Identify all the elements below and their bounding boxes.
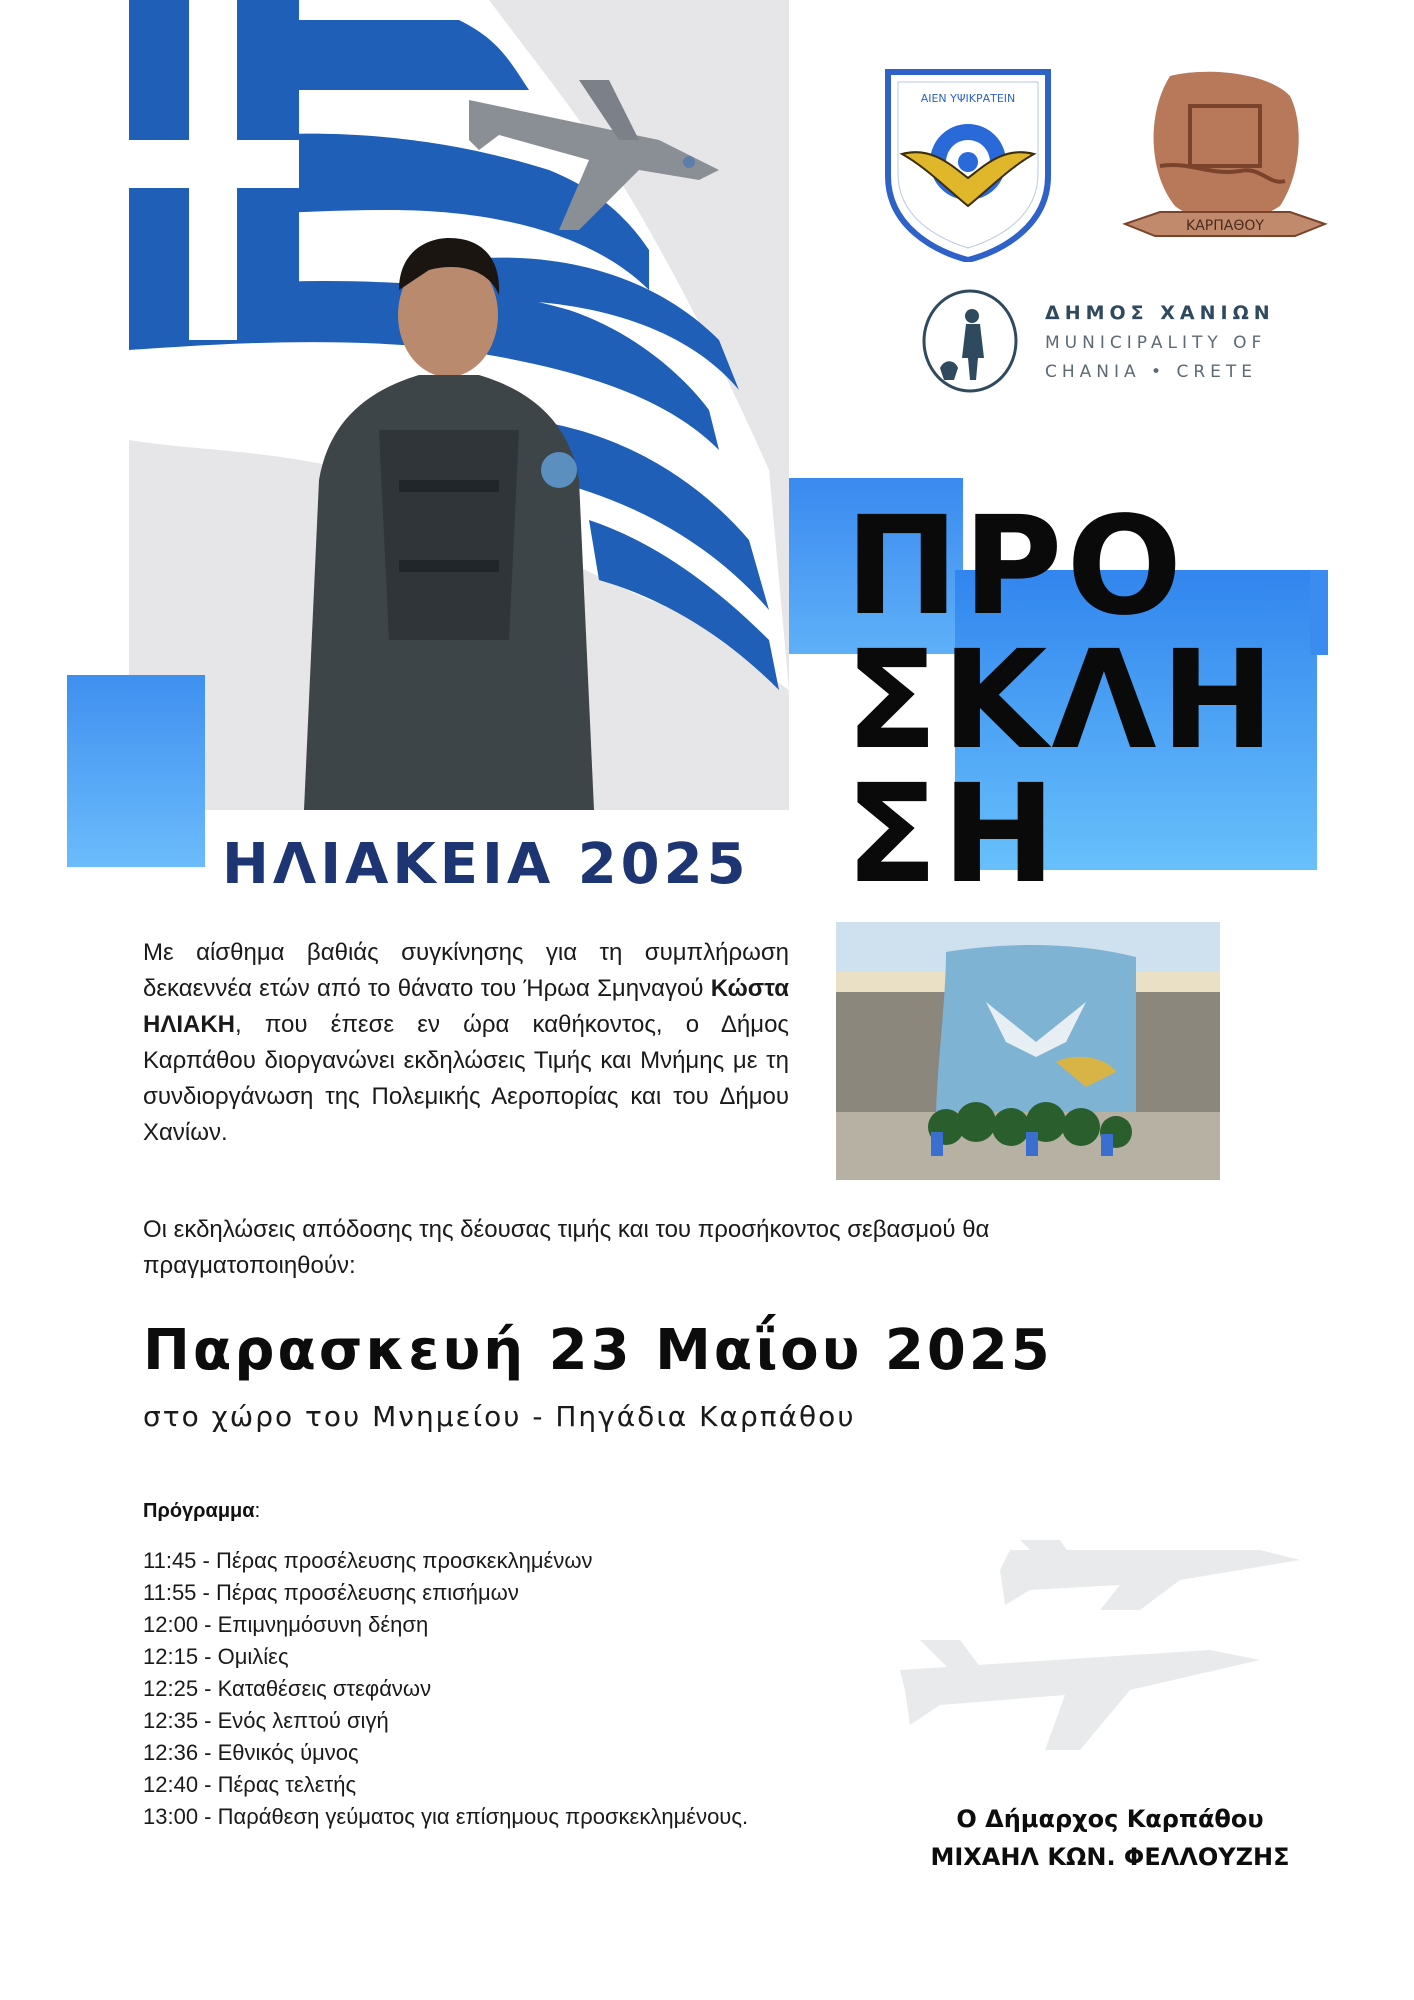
intro-paragraph: [143, 935, 789, 1151]
decor-square: [67, 675, 205, 867]
invitation-title: [845, 488, 1325, 914]
program-label: Πρόγραμμα: [143, 1500, 255, 1522]
chania-subtitle: MUNICIPALITY OF: [1045, 333, 1267, 353]
event-name: ΗΛΙΑΚΕΙΑ 2025: [222, 832, 750, 897]
title-line: ΣΗ: [845, 756, 1060, 914]
list-item: 12:40 - Πέρας τελετής: [143, 1772, 357, 1797]
list-item: 12:35 - Ενός λεπτού σιγή: [143, 1708, 389, 1733]
program-list: [143, 1545, 748, 1833]
air-force-emblem: [882, 66, 1054, 262]
signature-block: [900, 1800, 1320, 1876]
list-item: 12:15 - Ομιλίες: [143, 1644, 289, 1669]
title-line: ΠΡΟ: [845, 488, 1187, 646]
event-date: Παρασκευή 23 Μαΐου 2025: [143, 1318, 1053, 1383]
chania-emblem: [920, 288, 1020, 394]
list-item: 12:36 - Εθνικός ύμνος: [143, 1740, 359, 1765]
events-paragraph: Οι εκδηλώσεις απόδοσης της δέουσας τιμής και του προσήκοντος σεβασμού θα πραγματοποιηθούν:: [143, 1216, 990, 1279]
list-item: 12:25 - Καταθέσεις στεφάνων: [143, 1676, 432, 1701]
list-item: 11:45 - Πέρας προσέλευσης προσκεκλημένων: [143, 1548, 593, 1573]
hero-name: Κώστα ΗΛΙΑΚΗ: [143, 975, 789, 1038]
title-line: ΣΚΛΗ: [845, 622, 1279, 780]
chania-subtitle: CHANIA • CRETE: [1045, 362, 1258, 382]
svg-text:ΑΙΕΝ ΥΨΙΚΡΑΤΕΙΝ: ΑΙΕΝ ΥΨΙΚΡΑΤΕΙΝ: [920, 92, 1016, 105]
list-item: 12:00 - Επιμνημόσυνη δέηση: [143, 1612, 429, 1637]
svg-text:ΚΑΡΠΑΘΟΥ: ΚΑΡΠΑΘΟΥ: [1186, 218, 1264, 234]
fighter-jets-watermark: [880, 1530, 1300, 1760]
list-item: 11:55 - Πέρας προσέλευσης επισήμων: [143, 1580, 519, 1605]
chania-wordmark: [1045, 302, 1275, 382]
signature-title: Ο Δήμαρχος Καρπάθου: [956, 1805, 1264, 1833]
intro-text: Με αίσθημα βαθιάς συγκίνησης για τη συμπλήρωση δεκαεννέα ετών από το θάνατο του Ήρωα Σμηναγού: [143, 939, 789, 1002]
karpathos-emblem: [1120, 66, 1330, 252]
monument-photo: [836, 922, 1220, 1180]
chania-title: ΔΗΜΟΣ ΧΑΝΙΩΝ: [1045, 302, 1275, 324]
hero-photo: [129, 0, 789, 810]
list-item: 13:00 - Παράθεση γεύματος για επίσημους προσκεκλημένους.: [143, 1804, 749, 1829]
program-heading: Πρόγραμμα:: [143, 1500, 261, 1522]
signature-name: ΜΙΧΑΗΛ ΚΩΝ. ΦΕΛΛΟΥΖΗΣ: [930, 1843, 1290, 1871]
intro-text: , που έπεσε εν ώρα καθήκοντος, ο Δήμος Καρπάθου διοργανώνει εκδηλώσεις Τιμής και Μνήμης με τη συνδιοργάνωση της Πολεμικής Αεροπορίας και του Δήμου Χανίων.: [143, 1011, 789, 1146]
event-place: στο χώρο του Μνημείου - Πηγάδια Καρπάθου: [143, 1400, 856, 1433]
